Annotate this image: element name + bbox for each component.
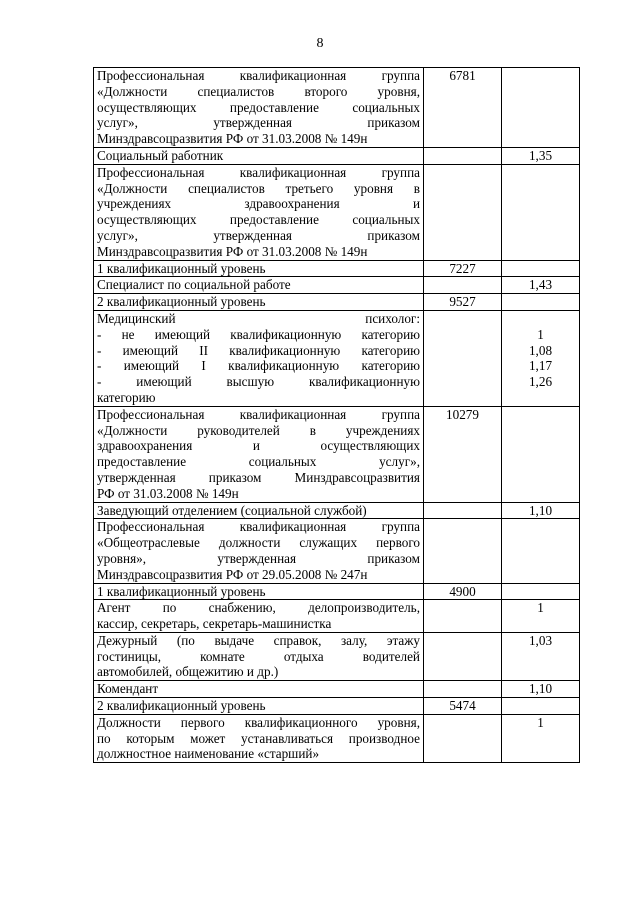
table-row — [94, 502, 580, 519]
base-salary-value: 5474 — [449, 698, 476, 714]
coefficient-value: 1,10 — [528, 681, 553, 697]
position-description-cell — [94, 698, 424, 715]
description-line: гостиницы, комнате отдыха водителей — [97, 648, 420, 664]
description-line: Агент по снабжению, делопроизводитель, — [97, 600, 420, 616]
description-line: Профессиональная квалификационная группа — [97, 519, 420, 535]
description-line: Профессиональная квалификационная группа — [97, 68, 420, 83]
page-number: 8 — [316, 36, 324, 51]
position-description-cell — [94, 294, 424, 311]
position-description-cell — [94, 583, 424, 600]
description-line: кассир, секретарь, секретарь-машинистка — [97, 616, 332, 632]
description-line: услуг», утвержденная приказом — [97, 115, 420, 131]
position-description-cell — [94, 632, 424, 680]
description-line: - имеющий высшую квалификационную — [97, 374, 420, 390]
base-salary-value: 4900 — [449, 583, 476, 599]
position-description-cell — [94, 600, 424, 633]
description-line: предоставление социальных услуг», — [97, 454, 420, 470]
base-salary-cell — [424, 583, 502, 600]
coefficient-value: 1 — [537, 600, 544, 616]
table-row — [94, 147, 580, 164]
base-salary-cell — [424, 519, 502, 583]
base-salary-cell — [424, 310, 502, 406]
position-description-cell — [94, 714, 424, 762]
table-row — [94, 714, 580, 762]
coefficient-value: 1 — [537, 326, 544, 342]
base-salary-value: 6781 — [449, 68, 476, 83]
description-line: 1 квалификационный уровень — [97, 260, 266, 276]
table-row — [94, 310, 580, 406]
base-salary-cell — [424, 277, 502, 294]
description-line: «Должности специалистов второго уровня, — [97, 83, 420, 99]
position-description-cell — [94, 310, 424, 406]
table-row — [94, 681, 580, 698]
base-salary-value: 10279 — [446, 406, 479, 422]
description-line: Минздравсоцразвития РФ от 31.03.2008 № 149н — [97, 131, 368, 147]
description-line: Специалист по социальной работе — [97, 277, 291, 293]
description-line: «Должности руководителей в учреждениях — [97, 422, 420, 438]
base-salary-cell — [424, 632, 502, 680]
coefficient-cell — [502, 583, 580, 600]
description-line: 2 квалификационный уровень — [97, 698, 266, 714]
description-line: Профессиональная квалификационная группа — [97, 406, 420, 422]
coefficient-cell — [502, 681, 580, 698]
description-line: Комендант — [97, 681, 159, 697]
coefficient-value: 1 — [537, 714, 544, 730]
description-line: Медицинский психолог: — [97, 310, 420, 326]
position-description-cell — [94, 68, 424, 148]
position-description-cell — [94, 277, 424, 294]
coefficient-cell — [502, 600, 580, 633]
coefficient-value: 1,03 — [528, 632, 553, 648]
coefficient-cell — [502, 406, 580, 502]
coefficient-value: 1,43 — [528, 277, 553, 293]
table-row — [94, 632, 580, 680]
coefficient-value: 1,17 — [528, 358, 553, 374]
base-salary-cell — [424, 600, 502, 633]
position-description-cell — [94, 519, 424, 583]
coefficient-cell — [502, 147, 580, 164]
description-line: - имеющий II квалификационную категорию — [97, 342, 420, 358]
description-line: Заведующий отделением (социальной службой) — [97, 502, 367, 518]
table-row — [94, 277, 580, 294]
base-salary-cell — [424, 164, 502, 260]
description-line: утвержденная приказом Минздравсоцразвития — [97, 469, 420, 485]
table-row — [94, 260, 580, 277]
coefficient-cell — [502, 714, 580, 762]
description-line: осуществляющих предоставление социальных — [97, 212, 420, 228]
table-row — [94, 406, 580, 502]
table-row — [94, 600, 580, 633]
base-salary-cell — [424, 714, 502, 762]
coefficient-cell — [502, 519, 580, 583]
position-description-cell — [94, 502, 424, 519]
table-row — [94, 164, 580, 260]
coefficient-cell — [502, 502, 580, 519]
description-line: 2 квалификационный уровень — [97, 294, 266, 310]
salary-table-body — [94, 68, 580, 763]
description-line: Должности первого квалификационного уровня, — [97, 714, 420, 730]
description-line: учреждениях здравоохранения и — [97, 196, 420, 212]
base-salary-cell — [424, 147, 502, 164]
description-line: уровня», утвержденная приказом — [97, 550, 420, 566]
description-line: Профессиональная квалификационная группа — [97, 164, 420, 180]
position-description-cell — [94, 406, 424, 502]
coefficient-cell — [502, 294, 580, 311]
base-salary-cell — [424, 502, 502, 519]
base-salary-value: 9527 — [449, 294, 476, 310]
description-line: «Должности специалистов третьего уровня в — [97, 180, 420, 196]
description-line: здравоохранения и осуществляющих — [97, 438, 420, 454]
description-line: услуг», утвержденная приказом — [97, 227, 420, 243]
position-description-cell — [94, 681, 424, 698]
table-row — [94, 583, 580, 600]
base-salary-cell — [424, 68, 502, 148]
description-line: Минздравсоцразвития РФ от 29.05.2008 № 247н — [97, 566, 368, 582]
description-line: - не имеющий квалификационную категорию — [97, 326, 420, 342]
salary-table — [93, 67, 580, 763]
description-line: категорию — [97, 389, 156, 405]
table-row — [94, 519, 580, 583]
position-description-cell — [94, 260, 424, 277]
coefficient-cell — [502, 632, 580, 680]
coefficient-value: 1,08 — [528, 342, 553, 358]
coefficient-cell — [502, 310, 580, 406]
description-line: РФ от 31.03.2008 № 149н — [97, 485, 239, 501]
base-salary-cell — [424, 260, 502, 277]
description-line: Минздравсоцразвития РФ от 31.03.2008 № 149н — [97, 243, 368, 259]
description-line: должностное наименование «старший» — [97, 746, 320, 762]
table-row — [94, 68, 580, 148]
description-line: «Общеотраслевые должности служащих первого — [97, 535, 420, 551]
table-row — [94, 698, 580, 715]
table-row — [94, 294, 580, 311]
coefficient-value: 1,35 — [528, 147, 553, 163]
description-line: по которым может устанавливаться производное — [97, 730, 420, 746]
description-line: Социальный работник — [97, 147, 224, 163]
base-salary-cell — [424, 406, 502, 502]
coefficient-value: 1,10 — [528, 502, 553, 518]
position-description-cell — [94, 164, 424, 260]
base-salary-cell — [424, 681, 502, 698]
description-line: автомобилей, общежитию и др.) — [97, 664, 279, 680]
coefficient-cell — [502, 698, 580, 715]
description-line: осуществляющих предоставление социальных — [97, 99, 420, 115]
coefficient-cell — [502, 164, 580, 260]
description-line: 1 квалификационный уровень — [97, 583, 266, 599]
position-description-cell — [94, 147, 424, 164]
base-salary-value: 7227 — [449, 260, 476, 276]
coefficient-value: 1,26 — [528, 374, 553, 390]
coefficient-value — [505, 311, 576, 327]
base-salary-cell — [424, 698, 502, 715]
coefficient-cell — [502, 260, 580, 277]
description-line: - имеющий I квалификационную категорию — [97, 358, 420, 374]
coefficient-cell — [502, 68, 580, 148]
base-salary-cell — [424, 294, 502, 311]
description-line: Дежурный (по выдаче справок, залу, этажу — [97, 632, 420, 648]
coefficient-cell — [502, 277, 580, 294]
